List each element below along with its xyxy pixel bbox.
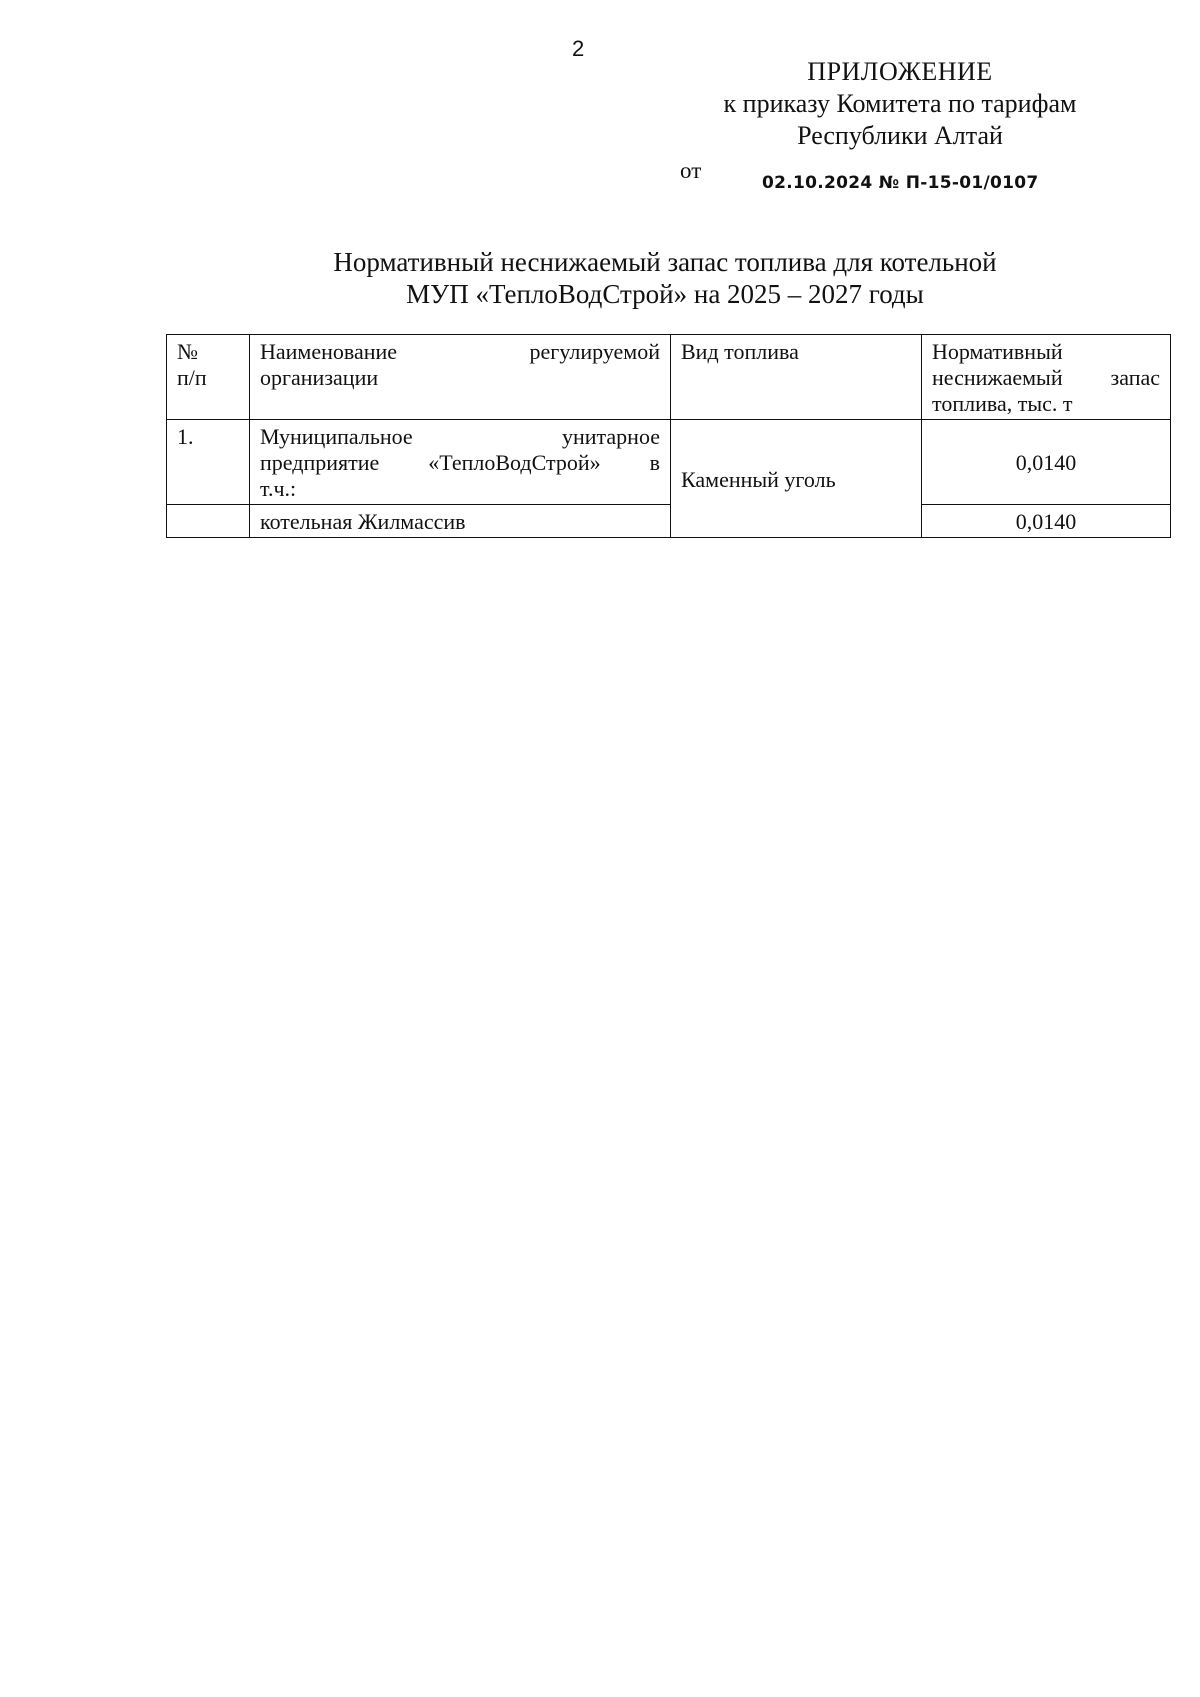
header-number-line-2: п/п [177,365,207,390]
header-number [167,335,250,420]
appendix-line-1: к приказу Комитета по тарифам [723,89,1077,118]
header-norm-line-1: Нормативный [932,339,1063,364]
document-title-line-2: МУП «ТеплоВодСтрой» на 2025 – 2027 годы [406,279,924,309]
appendix-block [640,56,1160,152]
document-title-line-1: Нормативный неснижаемый запас топлива для котельной [333,247,997,277]
row-2-value: 0,0140 [922,505,1171,538]
row-1-number: 1. [167,420,250,505]
row-1-organization [250,420,671,505]
header-norm-line-2: неснижаемый запас [932,365,1160,390]
header-organization-line-2: организации [260,365,379,390]
page-number: 2 [572,36,585,61]
table-row [167,420,1171,505]
header-organization [250,335,671,420]
header-organization-line-1: Наименование регулируемой [260,339,660,364]
header-fuel-type: Вид топлива [671,335,922,420]
row-1-organization-line-1: Муниципальное унитарное [260,424,660,449]
row-2-number [167,505,250,538]
table-row [167,505,1171,538]
row-2-organization: котельная Жилмассив [250,505,671,538]
order-from-label: от [680,158,702,183]
fuel-reserve-table [166,334,1171,538]
order-date-number: 02.10.2024 № П-15-01/0107 [762,173,1039,193]
row-1-organization-line-2: предприятие «ТеплоВодСтрой» в [260,450,660,475]
header-number-line-1: № [177,339,198,364]
header-norm-line-3: топлива, тыс. т [932,391,1073,416]
appendix-line-2: Республики Алтай [797,121,1003,150]
appendix-title: ПРИЛОЖЕНИЕ [807,57,993,86]
row-1-fuel-type: Каменный уголь [671,420,922,538]
row-1-value: 0,0140 [922,420,1171,505]
table-header-row [167,335,1171,420]
row-1-organization-line-3: т.ч.: [260,476,297,501]
document-title [165,246,1165,310]
header-norm-reserve [922,335,1171,420]
